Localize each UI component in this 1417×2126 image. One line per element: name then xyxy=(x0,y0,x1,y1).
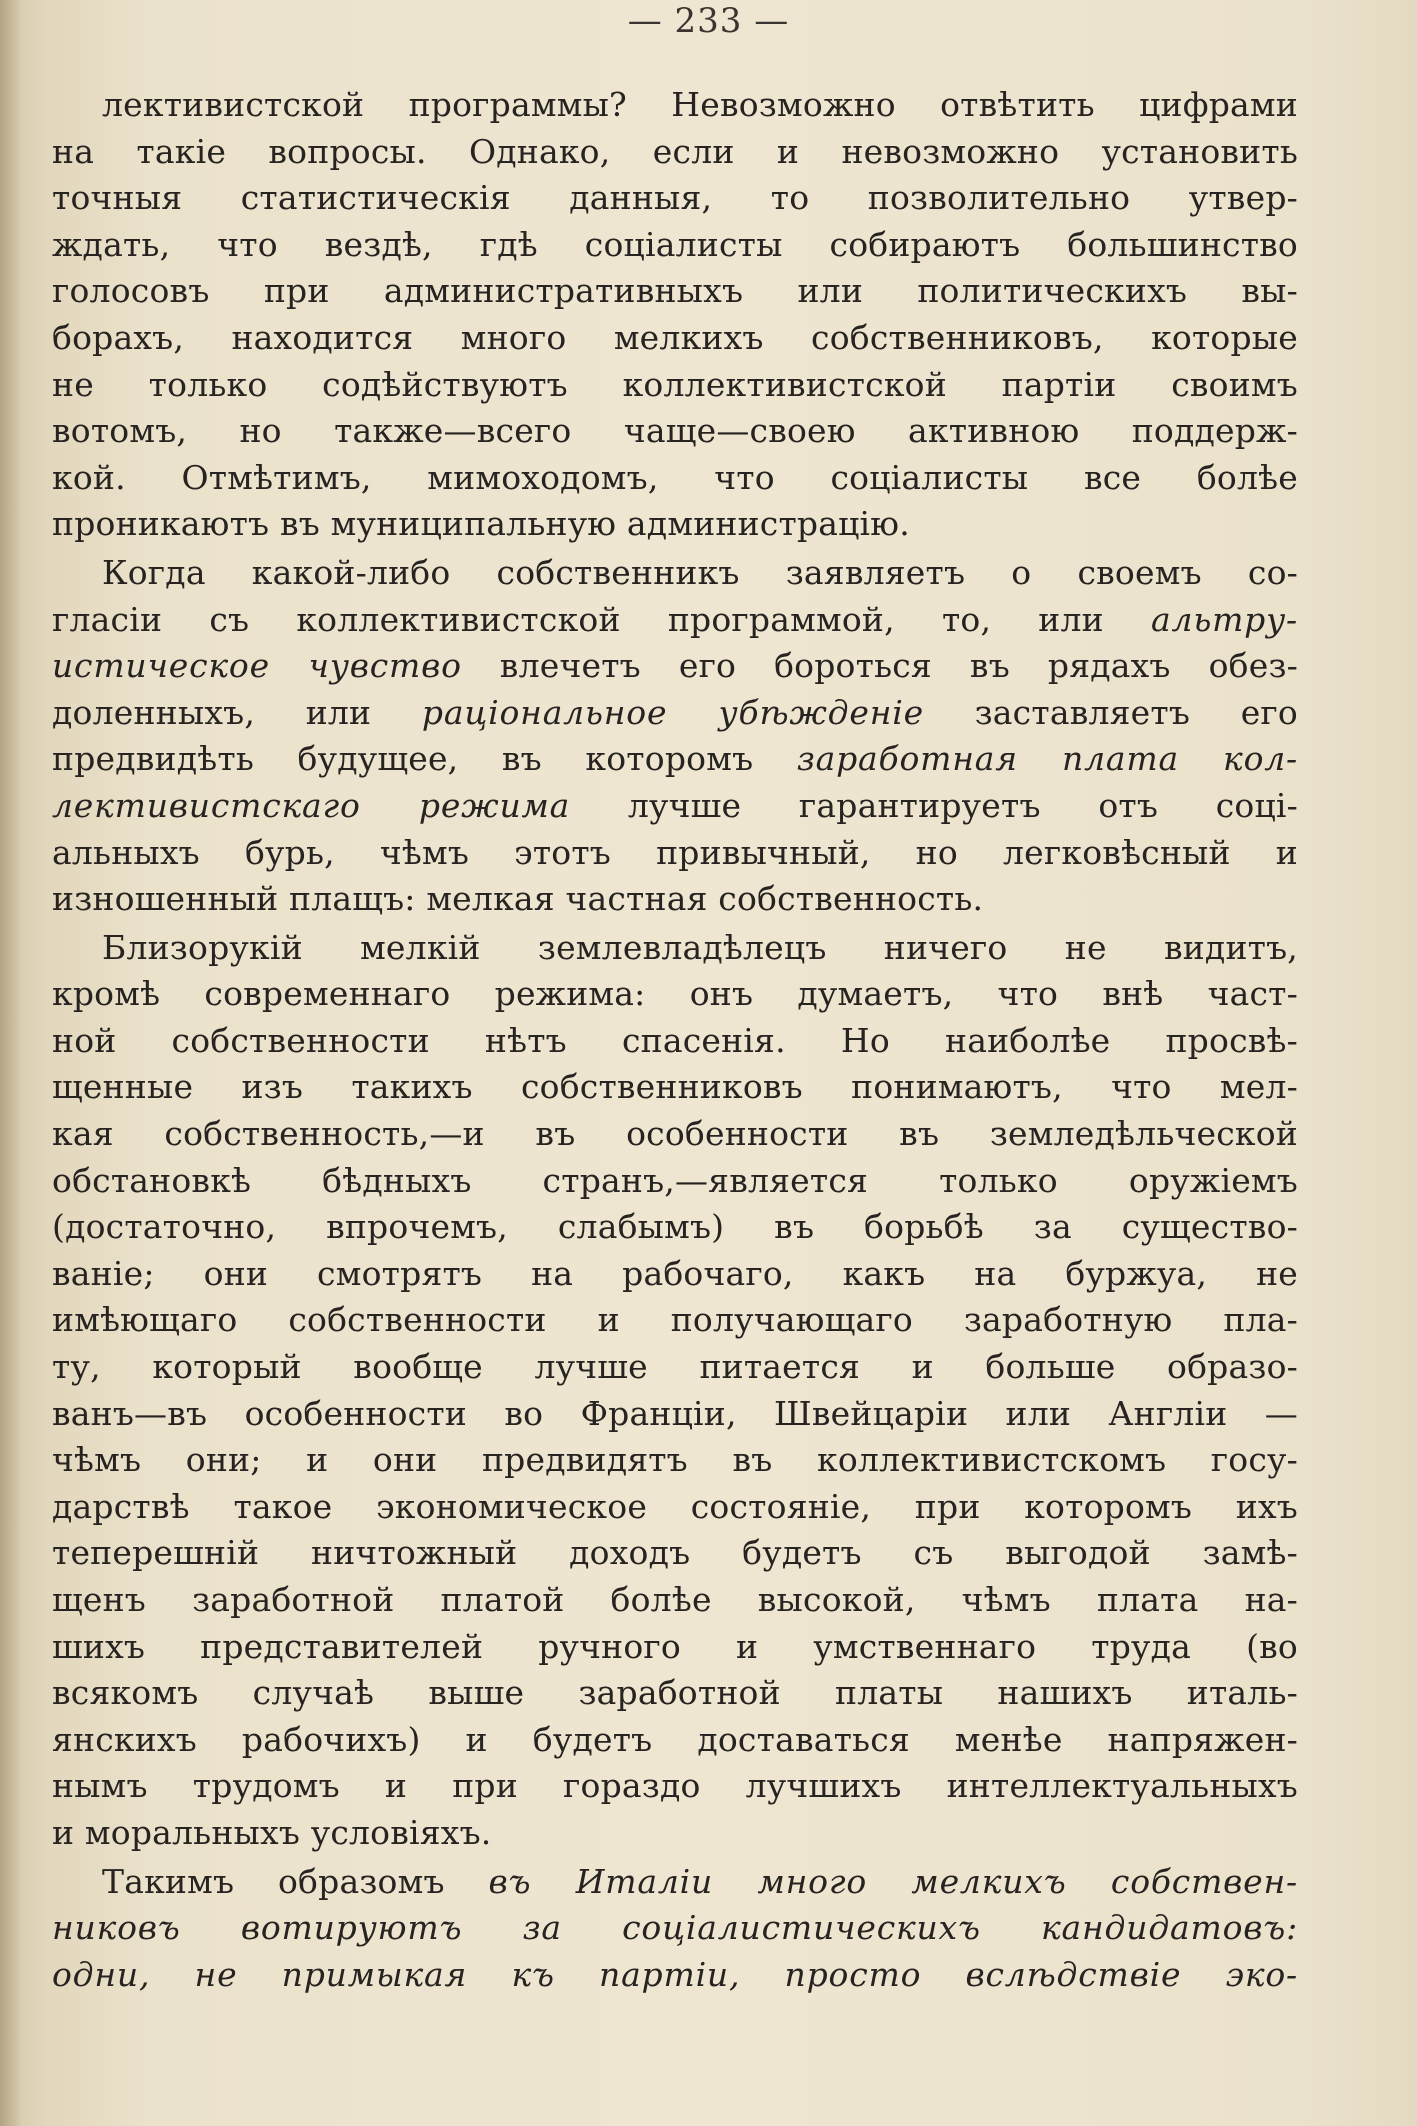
text-line xyxy=(52,175,1298,222)
italic-text: истическое чувство xyxy=(52,646,462,686)
text-line xyxy=(52,1251,1298,1298)
italic-text: никовъ вотируютъ за соціалистическихъ кандидатовъ: xyxy=(52,1908,1298,1948)
text-segment: гласіи съ коллективистской программой, то, или xyxy=(52,599,1152,639)
text-line xyxy=(52,1344,1298,1391)
text-line xyxy=(52,1204,1298,1251)
text-segment: шихъ представителей ручного и умственнаго труда (во xyxy=(52,1626,1298,1666)
text-line xyxy=(52,222,1298,269)
text-line xyxy=(52,1530,1298,1577)
text-line xyxy=(52,362,1298,409)
text-line xyxy=(52,1391,1298,1438)
text-segment: ту, который вообще лучше питается и больше образо- xyxy=(52,1347,1298,1387)
italic-text: раціональное убѣжденіе xyxy=(421,692,924,732)
text-segment: и моральныхъ условіяхъ. xyxy=(52,1812,492,1852)
text-segment: кая собственность,—и въ особенности въ земледѣльческой xyxy=(52,1114,1298,1154)
text-segment: не только содѣйствуютъ коллективистской партіи своимъ xyxy=(52,364,1298,404)
text-segment: предвидѣть будущее, въ которомъ xyxy=(52,739,797,779)
text-segment: на такіе вопросы. Однако, если и невозможно установить xyxy=(52,131,1298,171)
text-line xyxy=(52,830,1298,877)
text-segment: обстановкѣ бѣдныхъ странъ,—является только оружіемъ xyxy=(52,1160,1298,1200)
text-segment: чѣмъ они; и они предвидятъ въ коллективистскомъ госу- xyxy=(52,1440,1298,1480)
text-line xyxy=(52,643,1298,690)
text-line xyxy=(52,971,1298,1018)
text-segment: борахъ, находится много мелкихъ собственниковъ, которые xyxy=(52,317,1298,357)
paragraph xyxy=(52,1859,1298,1999)
text-line xyxy=(52,1670,1298,1717)
text-line xyxy=(52,1297,1298,1344)
text-line xyxy=(52,1810,1298,1857)
text-line xyxy=(52,925,1298,972)
text-line xyxy=(52,1111,1298,1158)
text-segment: доленныхъ, или xyxy=(52,692,422,732)
text-segment: ждать, что вездѣ, гдѣ соціалисты собираютъ большинство xyxy=(52,224,1298,264)
text-line xyxy=(52,1484,1298,1531)
text-line xyxy=(52,455,1298,502)
text-segment: щенъ заработной платой болѣе высокой, чѣмъ плата на- xyxy=(52,1580,1298,1619)
text-segment: заставляетъ его xyxy=(923,692,1298,732)
text-segment: точныя статистическія данныя, то позволительно утвер- xyxy=(52,178,1298,218)
text-line xyxy=(52,1577,1298,1624)
text-segment: янскихъ рабочихъ) и будетъ доставаться менѣе напряжен- xyxy=(52,1719,1298,1759)
italic-text: альтру- xyxy=(1151,599,1298,639)
text-segment: щенные изъ такихъ собственниковъ понимаютъ, что мел- xyxy=(52,1067,1298,1107)
text-line xyxy=(52,1064,1298,1111)
text-line xyxy=(52,129,1298,176)
text-line xyxy=(52,690,1298,737)
text-line xyxy=(52,597,1298,644)
text-segment: Близорукій мелкій землевладѣлецъ ничего не видитъ, xyxy=(102,927,1298,967)
paragraph xyxy=(52,550,1298,923)
text-segment: проникаютъ въ муниципальную администрацію. xyxy=(52,504,910,544)
text-segment: Такимъ образомъ xyxy=(102,1861,489,1901)
page-number: — 233 — xyxy=(627,1,790,41)
italic-text: заработная плата кол- xyxy=(796,739,1298,779)
italic-text: одни, не примыкая къ партіи, просто вслѣдствіе эко- xyxy=(52,1954,1298,1994)
text-line xyxy=(52,1437,1298,1484)
text-line xyxy=(52,315,1298,362)
text-segment: ваніе; они смотрятъ на рабочаго, какъ на буржуа, не xyxy=(52,1253,1298,1293)
text-line xyxy=(52,1018,1298,1065)
text-segment: имѣющаго собственности и получающаго заработную пла- xyxy=(52,1300,1298,1340)
text-segment: альныхъ бурь, чѣмъ этотъ привычный, но легковѣсный и xyxy=(52,832,1298,872)
text-line xyxy=(52,501,1298,548)
italic-text: въ Италіи много мелкихъ собствен- xyxy=(488,1861,1298,1901)
text-line xyxy=(52,1158,1298,1205)
text-line xyxy=(52,1859,1298,1906)
text-line xyxy=(52,82,1298,129)
text-line xyxy=(52,268,1298,315)
text-segment: всякомъ случаѣ выше заработной платы нашихъ италь- xyxy=(52,1673,1298,1713)
text-segment: дарствѣ такое экономическое состояніе, при которомъ ихъ xyxy=(52,1486,1298,1526)
text-line xyxy=(52,783,1298,830)
italic-text: лективистскаго режима xyxy=(52,785,571,825)
text-segment: голосовъ при административныхъ или политическихъ вы- xyxy=(52,271,1298,311)
text-segment: лективистской программы? Невозможно отвѣтить цифрами xyxy=(102,85,1298,124)
text-line xyxy=(52,736,1298,783)
text-line xyxy=(52,1717,1298,1764)
text-segment: кой. Отмѣтимъ, мимоходомъ, что соціалисты все болѣе xyxy=(52,457,1298,497)
text-segment: Когда какой-либо собственникъ заявляетъ о своемъ со- xyxy=(102,552,1298,592)
text-line xyxy=(52,876,1298,923)
body-text xyxy=(52,82,1298,1998)
text-line xyxy=(52,1905,1298,1952)
text-segment: изношенный плащъ: мелкая частная собственность. xyxy=(52,879,984,919)
text-segment: нымъ трудомъ и при гораздо лучшихъ интеллектуальныхъ xyxy=(52,1766,1298,1806)
text-line xyxy=(52,408,1298,455)
text-segment: ванъ—въ особенности во Франціи, Швейцаріи или Англіи — xyxy=(52,1393,1298,1433)
paragraph xyxy=(52,82,1298,548)
text-segment: ной собственности нѣтъ спасенія. Но наиболѣе просвѣ- xyxy=(52,1020,1298,1060)
text-line xyxy=(52,550,1298,597)
text-line xyxy=(52,1763,1298,1810)
binding-shadow xyxy=(0,0,22,2126)
text-segment: влечетъ его бороться въ рядахъ обез- xyxy=(461,646,1298,686)
text-line xyxy=(52,1952,1298,1999)
text-line xyxy=(52,1624,1298,1671)
text-segment: лучше гарантируетъ отъ соці- xyxy=(570,785,1298,825)
text-segment: теперешній ничтожный доходъ будетъ съ выгодой замѣ- xyxy=(52,1533,1298,1573)
paragraph xyxy=(52,925,1298,1857)
text-segment: вотомъ, но также—всего чаще—своею активною поддерж- xyxy=(52,411,1298,451)
text-segment: кромѣ современнаго режима: онъ думаетъ, что внѣ част- xyxy=(52,974,1298,1014)
text-segment: (достаточно, впрочемъ, слабымъ) въ борьбѣ за существо- xyxy=(52,1207,1298,1247)
